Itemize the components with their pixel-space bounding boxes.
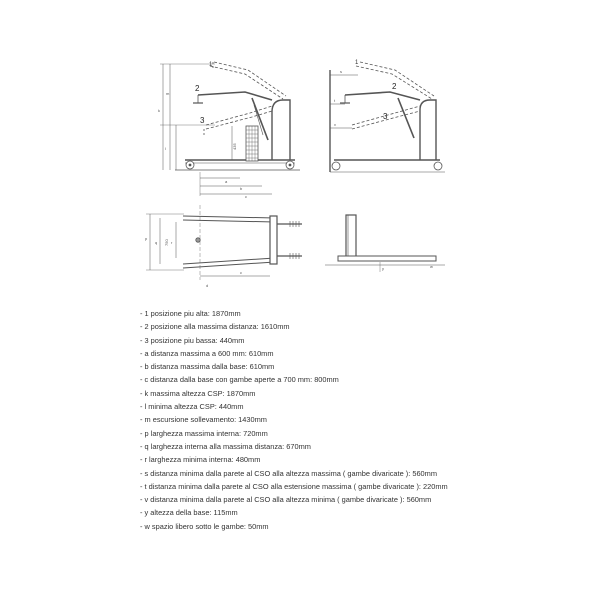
svg-text:y: y (382, 266, 384, 271)
spec-item: - k massima altezza CSP: 1870mm (140, 388, 256, 398)
spec-item: - 2 posizione alla massima distanza: 1610mm (140, 322, 290, 332)
side-view-dimension-label: 435 (232, 143, 237, 150)
spec-item: - w spazio libero sotto le gambe: 50mm (140, 521, 269, 531)
top-view-dimension-label: 750 (164, 239, 169, 246)
position-marker-3: 3 (200, 116, 205, 125)
spec-item: - a distanza massima a 600 mm: 610mm (140, 348, 274, 358)
svg-text:s: s (340, 69, 342, 74)
position-marker-2: 2 (195, 84, 200, 93)
svg-text:v: v (334, 122, 336, 127)
svg-text:p: p (145, 236, 148, 241)
front-view-drawing (325, 215, 445, 272)
specification-list (140, 307, 470, 533)
spec-item: - v distanza minima dalla parete al CSO alla altezza minima ( gambe divaricate ): 560mm (140, 495, 432, 505)
right-position-marker-1: 1 (355, 60, 359, 66)
spec-item: - t distanza minima dalla parete al CSO alla estensione massima ( gambe divaricate ): 220mm (140, 481, 448, 491)
svg-text:m: m (166, 91, 170, 96)
svg-text:c: c (240, 270, 242, 275)
spec-item: - b distanza massima dalla base: 610mm (140, 362, 275, 372)
svg-text:c: c (245, 194, 247, 199)
svg-text:q: q (155, 240, 158, 245)
svg-text:k: k (158, 108, 160, 113)
svg-text:d: d (206, 283, 209, 288)
side-view-drawing (158, 62, 300, 199)
technical-drawing (130, 45, 470, 295)
spec-item: - s distanza minima dalla parete al CSO alla altezza massima ( gambe divaricate ): 560mm (140, 468, 437, 478)
spec-item: - l minima altezza CSP: 440mm (140, 402, 244, 412)
right-position-marker-3: 3 (383, 112, 388, 121)
position-marker-1: 1 (209, 62, 213, 68)
spec-item: - c distanza dalla base con gambe aperte a 700 mm: 800mm (140, 375, 339, 385)
spec-item: - p larghezza massima interna: 720mm (140, 428, 268, 438)
svg-text:t: t (334, 98, 336, 103)
svg-text:r: r (171, 240, 173, 245)
svg-text:a: a (225, 179, 228, 184)
svg-text:b: b (240, 186, 243, 191)
svg-text:l: l (165, 146, 166, 151)
side-view-wall-drawing (330, 62, 445, 172)
spec-item: - m escursione sollevamento: 1430mm (140, 415, 267, 425)
spec-item: - 3 posizione piu bassa: 440mm (140, 335, 245, 345)
spec-item: - q larghezza interna alla massima distanza: 670mm (140, 441, 311, 451)
svg-text:w: w (430, 264, 433, 269)
right-position-marker-2: 2 (392, 82, 397, 91)
spec-item: - y altezza della base: 115mm (140, 508, 238, 518)
spec-item: - r larghezza minima interna: 480mm (140, 455, 261, 465)
spec-item: - 1 posizione piu alta: 1870mm (140, 309, 241, 318)
